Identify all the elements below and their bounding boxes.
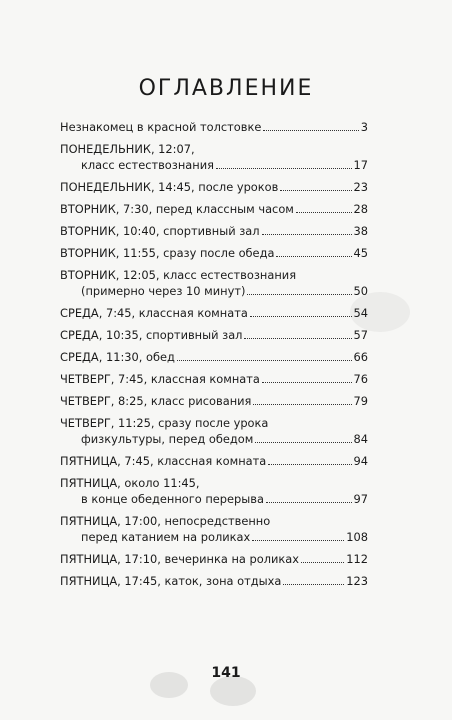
- dot-leader: [255, 442, 351, 443]
- dot-leader: [250, 316, 352, 317]
- toc-page-number: 97: [353, 492, 368, 506]
- table-of-contents: [60, 119, 368, 595]
- toc-entry: [60, 475, 368, 507]
- toc-entry-title: ЧЕТВЕРГ, 8:25, класс рисования: [60, 394, 252, 408]
- toc-entry-title: Незнакомец в красной толстовке: [60, 120, 262, 134]
- toc-entry: [60, 349, 368, 365]
- toc-page-number: 79: [353, 394, 368, 408]
- toc-entry: [60, 141, 368, 173]
- toc-entry-title: класс естествознания: [81, 158, 214, 172]
- toc-entry: [60, 119, 368, 135]
- toc-page-number: 23: [353, 180, 368, 194]
- toc-entry-title: СРЕДА, 10:35, спортивный зал: [60, 328, 243, 342]
- toc-page-number: 108: [346, 530, 368, 544]
- toc-entry-title: ЧЕТВЕРГ, 7:45, классная комната: [60, 372, 260, 386]
- toc-entry-title: ПЯТНИЦА, 17:00, непосредственно: [60, 514, 271, 528]
- toc-entry-title: ВТОРНИК, 12:05, класс естествознания: [60, 268, 297, 282]
- toc-entry: [60, 267, 368, 299]
- toc-entry-title: перед катанием на роликах: [81, 530, 251, 544]
- toc-entry: [60, 453, 368, 469]
- toc-entry-title: (примерно через 10 минут): [81, 284, 246, 298]
- toc-entry-title: ВТОРНИК, 10:40, спортивный зал: [60, 224, 260, 238]
- dot-leader: [266, 502, 352, 503]
- toc-entry: [60, 393, 368, 409]
- dot-leader: [244, 338, 351, 339]
- toc-entry: [60, 305, 368, 321]
- toc-entry-title: ВТОРНИК, 7:30, перед классным часом: [60, 202, 294, 216]
- page-number: 141: [211, 665, 241, 681]
- toc-page-number: 76: [353, 372, 368, 386]
- toc-page-number: 50: [353, 284, 368, 298]
- toc-entry: [60, 573, 368, 589]
- toc-entry: [60, 179, 368, 195]
- dot-leader: [262, 234, 352, 235]
- dot-leader: [177, 360, 352, 361]
- dot-leader: [252, 540, 344, 541]
- toc-entry-title: ПЯТНИЦА, 7:45, классная комната: [60, 454, 267, 468]
- toc-entry-title: физкультуры, перед обедом: [81, 432, 254, 446]
- toc-entry-title: ПОНЕДЕЛЬНИК, 14:45, после уроков: [60, 180, 279, 194]
- toc-entry: [60, 371, 368, 387]
- toc-entry-title: в конце обеденного перерыва: [81, 492, 264, 506]
- toc-entry: [60, 415, 368, 447]
- toc-page-number: 54: [353, 306, 368, 320]
- dot-leader: [280, 190, 351, 191]
- toc-entry-title: ЧЕТВЕРГ, 11:25, сразу после урока: [60, 416, 269, 430]
- toc-page-number: 123: [346, 574, 368, 588]
- toc-entry-title: ПЯТНИЦА, 17:10, вечеринка на роликах: [60, 552, 300, 566]
- dot-leader: [253, 404, 351, 405]
- dot-leader: [216, 168, 352, 169]
- dot-leader: [262, 382, 352, 383]
- toc-page-number: 112: [346, 552, 368, 566]
- toc-page-number: 57: [353, 328, 368, 342]
- toc-page-number: 38: [353, 224, 368, 238]
- toc-page-number: 45: [353, 246, 368, 260]
- toc-entry: [60, 513, 368, 545]
- toc-page-number: 3: [360, 120, 368, 134]
- toc-entry-title: СРЕДА, 11:30, обед: [60, 350, 175, 364]
- dot-leader: [296, 212, 352, 213]
- dot-leader: [301, 562, 344, 563]
- dot-leader: [247, 294, 351, 295]
- toc-page-number: 17: [353, 158, 368, 172]
- dot-leader: [263, 130, 358, 131]
- toc-entry-title: ПЯТНИЦА, 17:45, каток, зона отдыха: [60, 574, 282, 588]
- toc-page-number: 28: [353, 202, 368, 216]
- dot-leader: [276, 256, 351, 257]
- toc-page-number: 94: [353, 454, 368, 468]
- toc-entry: [60, 245, 368, 261]
- toc-entry: [60, 223, 368, 239]
- toc-entry-title: СРЕДА, 7:45, классная комната: [60, 306, 248, 320]
- toc-page-number: 66: [353, 350, 368, 364]
- toc-entry: [60, 201, 368, 217]
- page-title: ОГЛАВЛЕНИЕ: [138, 76, 314, 101]
- toc-entry: [60, 551, 368, 567]
- dot-leader: [283, 584, 344, 585]
- toc-page-number: 84: [353, 432, 368, 446]
- toc-entry-title: ПЯТНИЦА, около 11:45,: [60, 476, 200, 490]
- toc-entry-title: ПОНЕДЕЛЬНИК, 12:07,: [60, 142, 195, 156]
- dot-leader: [268, 464, 351, 465]
- toc-entry: [60, 327, 368, 343]
- toc-entry-title: ВТОРНИК, 11:55, сразу после обеда: [60, 246, 275, 260]
